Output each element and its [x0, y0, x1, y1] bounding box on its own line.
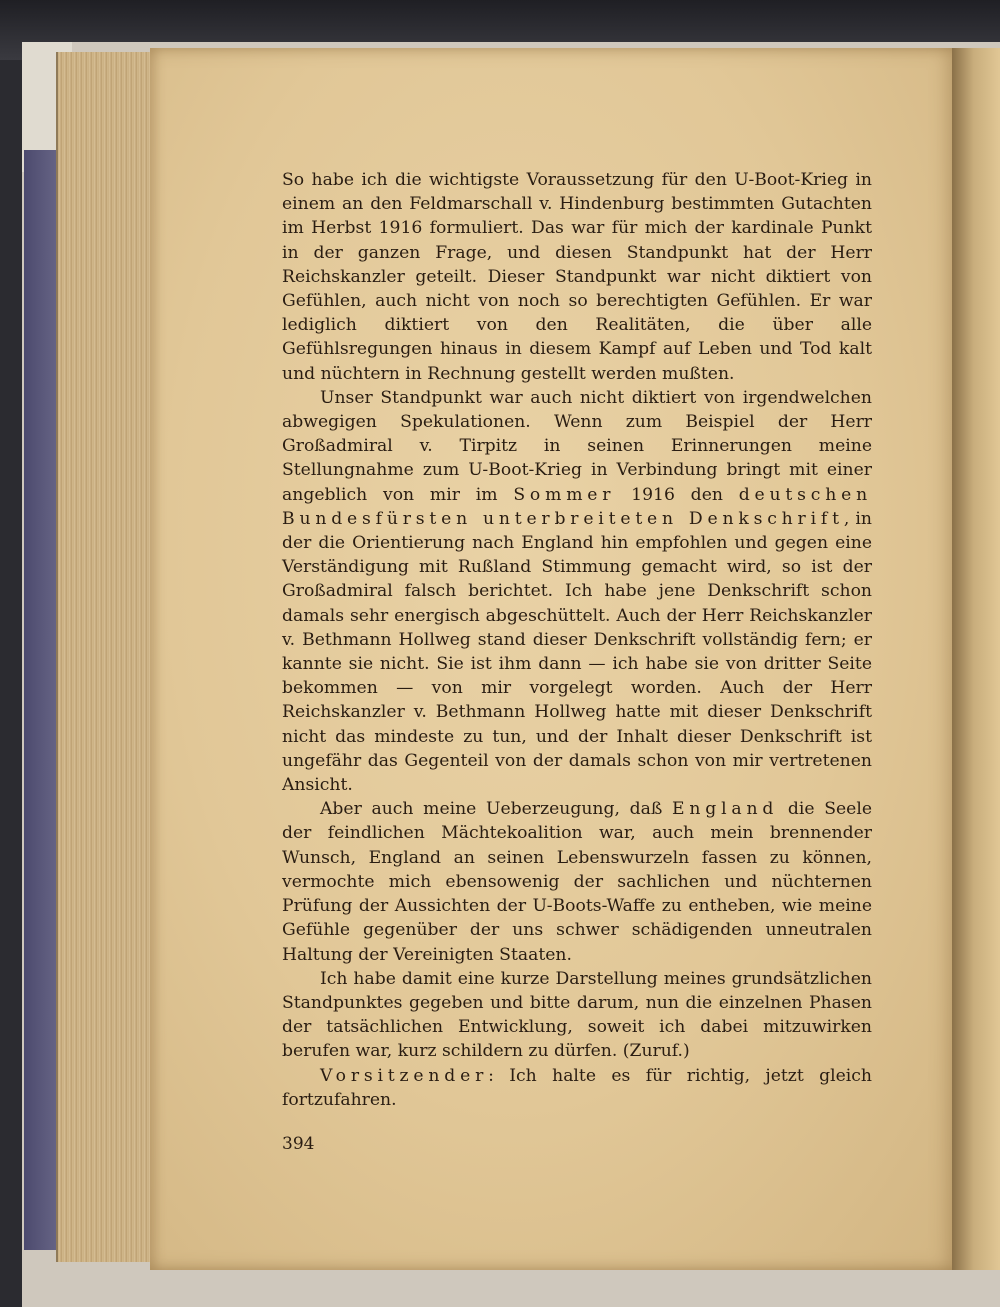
paragraph-text: Unser Standpunkt war auch nicht diktiert von irgendwelchen abwegigen Spekulationen. Wenn zum Beispiel der Herr Großadmiral v. Tirpitz in seinen Erinnerungen meine Stellungnahme zum U-Boot-Krieg in Verbindung bringt mit einer angeblich von mir im: [282, 387, 872, 505]
paragraph-text: die Seele der feindlichen Mächtekoalition war, auch mein brennender Wunsch, England an seinen Lebenswurzeln fassen zu können, vermochte mich ebensowenig der sachlichen und nüchternen Prüfung der Aussichten der U-Boots-Waffe zu entheben, wie meine Gefühle gegenüber der uns schwer schädigenden unneutralen Haltung der Vereinigten Staaten.: [282, 799, 872, 965]
spaced-emphasis-text: Sommer: [513, 484, 616, 505]
page-stack-edge: [56, 52, 158, 1262]
paragraph-text: Aber auch meine Ueberzeugung, daß: [320, 799, 673, 820]
paragraph-text: , in der die Orientierung nach England hin empfohlen und gegen eine Verständigung mit Rußland Stimmung gemacht wird, so ist der Großadmiral falsch berichtet. Ich habe jene Denkschrift schon damals sehr energisch abgeschüttelt. Auch der Herr Reichskanzler v. Bethmann Hollweg stand dieser Denkschrift vollständig fern; er kannte sie nicht. Sie ist ihm dann — ich habe sie von dritter Seite bekommen — von mir vorgelegt worden. Auch der Herr Reichskanzler v. Bethmann Hollweg hatte mit dieser Denkschrift nicht das mindeste zu tun, und der Inhalt dieser Denkschrift ist ungefähr das Gegenteil von der damals schon von mir vertretenen Ansicht.: [282, 508, 872, 796]
paragraph-text: : Ich halte es für richtig, jetzt gleich fortzufahren.: [282, 1065, 872, 1110]
spaced-emphasis-text: Vorsitzender: [320, 1065, 489, 1086]
paragraph: [282, 168, 872, 386]
paragraph: [282, 386, 872, 797]
paragraph: [282, 1064, 872, 1112]
spaced-emphasis-text: England: [672, 799, 779, 820]
paragraph-text: So habe ich die wichtigste Voraussetzung für den U-Boot-Krieg in einem an den Feldmarschall v. Hindenburg bestimmten Gutachten im Herbst 1916 formuliert. Das war für mich der kardinale Punkt in der ganzen Frage, und diesen Standpunkt hat der Herr Reichskanzler geteilt. Dieser Standpunkt war nicht diktiert von Gefühlen, auch nicht von noch so berechtigten Gefühlen. Er war lediglich diktiert von den Realitäten, die über alle Gefühlsregungen hinaus in diesem Kampf auf Leben und Tod kalt und nüchtern in Rechnung gestellt werden mußten.: [282, 170, 872, 384]
page-number: 394: [282, 1134, 315, 1154]
paragraph: [282, 967, 872, 1064]
book-gutter: [952, 48, 1000, 1270]
paragraph-text: 1916 den: [615, 484, 739, 505]
paragraph: [282, 797, 872, 966]
spaced-emphasis-text: deutschen Bundesfürsten unterbreiteten Denkschrift: [282, 484, 872, 529]
page-body-text: [282, 168, 872, 1112]
paragraph-text: Ich habe damit eine kurze Darstellung meines grundsätzlichen Standpunktes gegeben und bitte darum, nun die einzelnen Phasen der tatsächlichen Entwicklung, soweit ich dabei mitzuwirken berufen war, kurz schildern zu dürfen. (Zuruf.): [282, 968, 872, 1062]
